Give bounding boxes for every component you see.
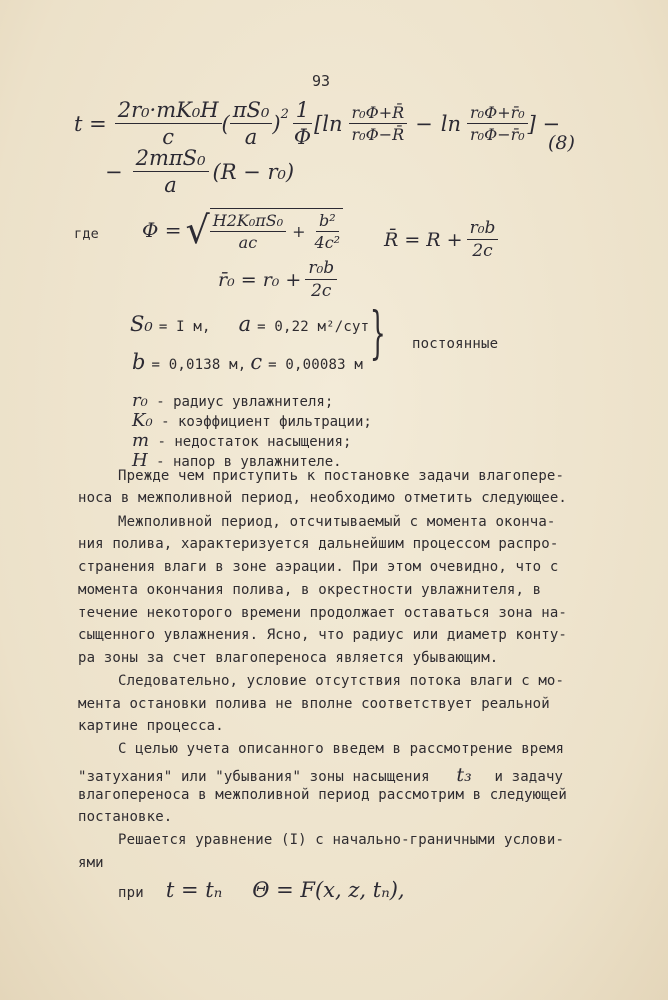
frac6-den: a [164, 173, 177, 197]
frac6-num: 2mπS₀ [133, 146, 209, 172]
constants-row2 [132, 350, 363, 374]
frac5-den: r₀Φ−r̄₀ [470, 125, 525, 144]
text-segment: и задачу [494, 769, 564, 785]
definition-text: - коэффициент фильтрации; [161, 414, 372, 430]
frac5-num: r₀Φ+r̄₀ [467, 103, 528, 124]
text-line: влагопереноса в межполивной период рассмотрим в следующей [78, 787, 567, 803]
sqrt-body [210, 208, 343, 252]
formula-8-line1 [74, 98, 560, 149]
r0bar-num: r₀b [305, 258, 337, 280]
definition-symbol: m [132, 430, 150, 451]
sqrt-frac2-num: b² [316, 211, 339, 232]
t3-symbol: t₃ [456, 764, 472, 786]
constants-brace: } [369, 301, 386, 366]
text-line: сыщенного увлажнения. Ясно, что радиус или диаметр конту- [78, 627, 567, 643]
frac3-den: Φ [293, 125, 312, 149]
b-value: = 0,0138 м, [151, 357, 247, 373]
sqrt-frac2 [312, 211, 344, 252]
pri-word: при [118, 885, 144, 901]
text-line: странения влаги в зоне аэрации. При этом очевидно, что с [78, 559, 559, 575]
text-line: Прежде чем приступить к постановке задачи влагопере- [118, 468, 565, 484]
formula-frac5 [467, 103, 528, 144]
frac3-num: 1 [293, 98, 312, 124]
b-symbol: b [132, 350, 146, 374]
frac1-den: c [162, 125, 175, 149]
text-segment: "затухания" или "убывания" зоны насыщения [78, 769, 430, 785]
r0bar-den: 2c [311, 281, 332, 301]
condition-theta: Θ = F(x, z, tₙ), [252, 878, 405, 902]
formula-8-line2 [105, 146, 294, 197]
line2-tail: (R − r₀) [212, 159, 295, 184]
text-line: ра зоны за счет влагопереноса является убывающим. [78, 650, 499, 666]
text-line: момента окончания полива, в окрестности увлажнителя, в [78, 582, 542, 598]
text-line: Следовательно, условие отсутствия потока влаги с мо- [118, 673, 565, 689]
rbar-den: 2c [472, 241, 493, 261]
rbar-num: r₀b [467, 218, 499, 240]
minus-1: − [415, 111, 433, 136]
r0bar-formula [218, 258, 337, 301]
formula-frac3 [291, 98, 314, 149]
formula-frac1 [115, 98, 222, 149]
r0bar-frac [305, 258, 337, 301]
constants-label: постоянные [412, 336, 499, 352]
definition-text: - напор в увлажнителе. [156, 454, 342, 470]
text-line: течение некоторого времени продолжает оставаться зона на- [78, 605, 567, 621]
definition-k0 [132, 410, 372, 431]
bracket-close: ] − [527, 111, 561, 136]
formula-power: 2 [280, 107, 289, 122]
sqrt-frac1 [210, 211, 286, 252]
a-value: = 0,22 м²/сут [257, 319, 370, 335]
definition-text: - радиус увлажнителя; [156, 394, 334, 410]
text-line: С целью учета описанного введем в рассмотрение время [118, 741, 565, 757]
sqrt-frac1-num: H2K₀πS₀ [210, 211, 286, 232]
definition-text: - недостаток насыщения; [157, 434, 352, 450]
sqrt-frac1-den: ac [238, 233, 258, 252]
definition-m [132, 430, 351, 451]
line2-minus: − [105, 159, 123, 184]
formula-frac4 [349, 103, 408, 144]
c-value: = 0,00083 м [268, 357, 364, 373]
text-line: ния полива, характеризуется дальнейшим процессом распро- [78, 536, 559, 552]
definition-symbol: H [132, 450, 148, 471]
text-line: картине процесса. [78, 718, 224, 734]
equation-label-8: (8) [548, 132, 575, 154]
phi-formula [142, 208, 343, 252]
text-line [78, 764, 563, 786]
c-symbol: c [250, 350, 263, 374]
frac4-num: r₀Φ+R̄ [349, 103, 408, 124]
paren-close: ) [272, 111, 281, 136]
rbar-lhs: R̄ = R + [384, 228, 463, 251]
frac1-num: 2r₀·mK₀H [115, 98, 222, 124]
phi-lhs: Φ = [142, 218, 182, 242]
frac2-den: a [244, 125, 258, 149]
text-line: ями [78, 855, 104, 871]
r0bar-lhs: r̄₀ = r₀ + [218, 268, 302, 291]
formula-frac2 [230, 98, 273, 149]
formula-lhs: t = [74, 111, 107, 136]
frac4-den: r₀Φ−R̄ [351, 125, 405, 144]
initial-condition [118, 878, 405, 902]
text-line: мента остановки полива не вполне соответствует реальной [78, 696, 550, 712]
sqrt-sign: √ [185, 208, 210, 252]
definition-symbol: r₀ [132, 390, 148, 411]
s0-symbol: S₀ [130, 312, 153, 336]
text-line: носа в межполивной период, необходимо отметить следующее. [78, 490, 567, 506]
condition-time: t = tₙ [165, 878, 223, 902]
page-number: 93 [312, 72, 331, 90]
formula-frac6 [133, 146, 209, 197]
definition-symbol: K₀ [132, 410, 153, 431]
text-line: постановке. [78, 809, 173, 825]
constants-row1 [130, 312, 369, 336]
bracket-open: [ [314, 111, 323, 136]
s0-value: = I м, [158, 319, 211, 335]
ln-2: ln [440, 111, 462, 136]
frac2-num: πS₀ [230, 98, 273, 124]
definition-r0 [132, 390, 333, 411]
text-line: Решается уравнение (I) с начально-граничными услови- [118, 832, 565, 848]
text-line: Межполивной период, отсчитываемый с момента оконча- [118, 514, 556, 530]
rbar-formula [384, 218, 498, 261]
sqrt-frac2-den: 4c² [314, 233, 341, 252]
rbar-frac [467, 218, 499, 261]
sqrt-plus: + [292, 222, 306, 241]
where-word: где [74, 226, 99, 242]
a-symbol: a [238, 312, 252, 336]
paren-open: ( [221, 111, 230, 136]
ln-1: ln [322, 111, 343, 136]
